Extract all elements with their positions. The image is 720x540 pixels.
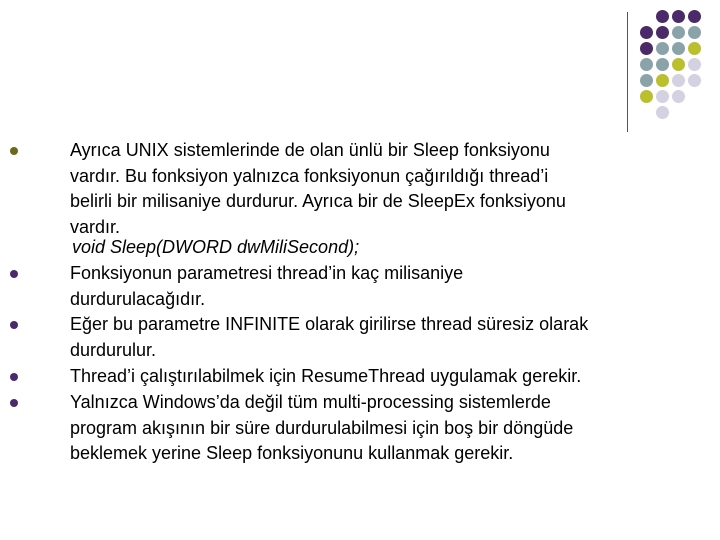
bullet-text-line: Thread’i çalıştırılabilmek için ResumeThread uygulamak gerekir. (70, 366, 582, 386)
dot (688, 10, 701, 23)
bullet-dot (10, 321, 18, 329)
bullet-item (70, 390, 690, 467)
dot (672, 58, 685, 71)
dot (640, 26, 653, 39)
dot (656, 58, 669, 71)
bullet-text-line: Eğer bu parametre INFINITE olarak girilirse thread süresiz olarak (70, 314, 589, 334)
dot (672, 106, 685, 119)
bullet-text-line: vardır. Bu fonksiyon yalnızca fonksiyonun çağırıldığı thread’i (70, 165, 549, 186)
dot (656, 90, 669, 103)
code-line-item (70, 235, 690, 261)
dot (688, 90, 701, 103)
dot (688, 58, 701, 71)
bullet-text-line: durdurulur. (70, 339, 157, 360)
dot (672, 74, 685, 87)
bullet-item (70, 138, 690, 240)
bullet-text-line: belirli bir milisaniye durdurur. Ayrıca bir de SleepEx fonksiyonu (70, 191, 566, 212)
dot (672, 10, 685, 23)
dot (640, 90, 653, 103)
dot (656, 10, 669, 23)
bullet-text-line: Fonksiyonun parametresi thread’in kaç milisaniye (70, 263, 464, 283)
dot (688, 74, 701, 87)
bullet-text-line: durdurulacağıdır. (70, 288, 206, 309)
bullet-dot (10, 147, 18, 155)
divider-line (627, 12, 628, 132)
bullet-text-line: beklemek yerine Sleep fonksiyonunu kullanmak gerekir. (70, 443, 514, 464)
dot (656, 74, 669, 87)
decorative-dot-grid (640, 10, 702, 120)
bullet-item (70, 364, 690, 390)
dot (640, 42, 653, 55)
bullet-text-line: Ayrıca UNIX sistemlerinde de olan ünlü bir Sleep fonksiyonu (70, 140, 550, 160)
dot (640, 106, 653, 119)
bullet-dot (10, 373, 18, 381)
bullet-text-line: program akışının bir süre durdurulabilmesi için boş bir döngüde (70, 417, 574, 438)
dot (688, 26, 701, 39)
bullet-dot (10, 399, 18, 407)
dot (672, 90, 685, 103)
dot (688, 42, 701, 55)
dot (656, 106, 669, 119)
dot (640, 74, 653, 87)
bullet-dot (10, 270, 18, 278)
dot (640, 10, 653, 23)
dot (640, 58, 653, 71)
code-signature: void Sleep(DWORD dwMiliSecond); (72, 237, 360, 257)
dot (688, 106, 701, 119)
bullet-item (70, 312, 690, 363)
bullet-text-line: Yalnızca Windows’da değil tüm multi-processing sistemlerde (70, 392, 551, 412)
bullet-item (70, 261, 690, 312)
dot (672, 26, 685, 39)
dot (656, 26, 669, 39)
bullet-text-line: vardır. (70, 216, 121, 237)
dot (656, 42, 669, 55)
dot (672, 42, 685, 55)
